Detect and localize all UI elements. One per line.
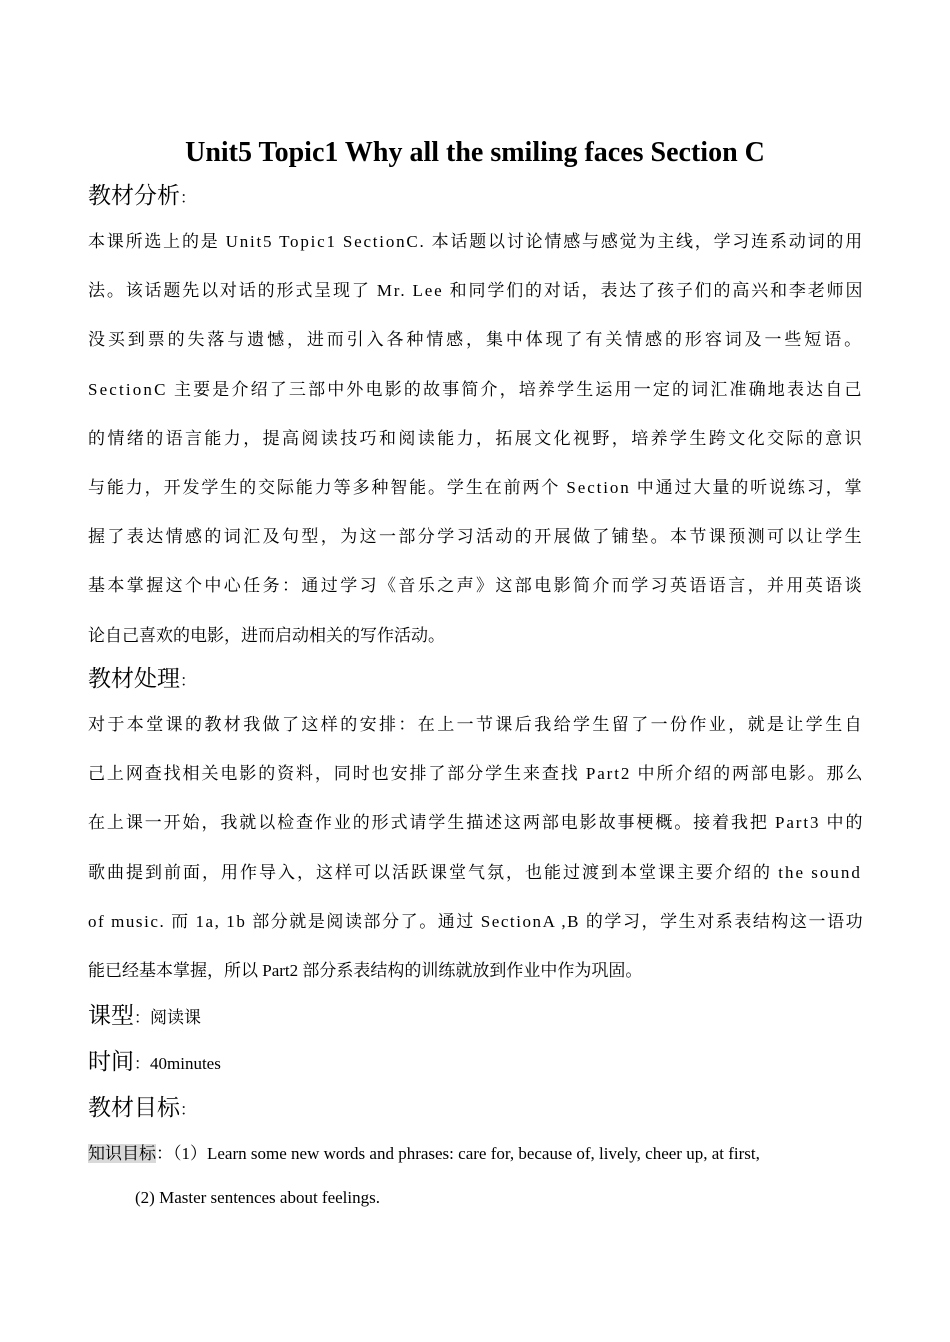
- processing-line: 己上网查找相关电影的资料，同时也安排了部分学生来查找 Part2 中所介绍的两部电影。那么: [88, 764, 864, 784]
- time-heading-text: 时间: [88, 1049, 134, 1075]
- processing-paragraph: [88, 700, 864, 995]
- time-value: 40minutes: [150, 1054, 221, 1073]
- objectives-heading-text: 教材目标: [88, 1095, 180, 1121]
- lesson-type-heading: [88, 1000, 201, 1034]
- time-heading: [88, 1046, 221, 1080]
- analysis-line: 与能力，开发学生的交际能力等多种智能。学生在前两个 Section 中通过大量的听说练习，掌: [88, 478, 864, 498]
- objectives-heading-colon: ：: [180, 1100, 197, 1119]
- analysis-line: 本课所选上的是 Unit5 Topic1 SectionC. 本话题以讨论情感与感觉为主线，学习连系动词的用: [88, 232, 864, 251]
- processing-line: 歌曲提到前面，用作导入，这样可以活跃课堂气氛，也能过渡到本堂课主要介绍的 the sound: [88, 862, 862, 882]
- objectives-heading: [88, 1092, 196, 1126]
- processing-line: of music. 而 1a, 1b 部分就是阅读部分了。通过 SectionA ,B 的学习，学生对系表结构这一语功: [88, 911, 864, 931]
- analysis-line: 握了表达情感的词汇及句型，为这一部分学习活动的开展做了铺垫。本节课预测可以让学生: [88, 527, 864, 547]
- knowledge-objective-item-2: (2) Master sentences about feelings.: [135, 1188, 380, 1207]
- analysis-line: 基本掌握这个中心任务：通过学习《音乐之声》这部电影简介而学习英语语言，并用英语谈: [88, 576, 864, 596]
- analysis-line: 没买到票的失落与遗憾，进而引入各种情感，集中体现了有关情感的形容词及一些短语。: [88, 330, 864, 350]
- processing-line: 能已经基本掌握，所以 Part2 部分系表结构的训练就放到作业中作为巩固。: [88, 961, 643, 981]
- processing-line: 在上课一开始，我就以检查作业的形式请学生描述这两部电影故事梗概。接着我把 Part3 中的: [88, 813, 864, 833]
- processing-heading-text: 教材处理: [88, 666, 180, 692]
- analysis-line: 法。该话题先以对话的形式呈现了 Mr. Lee 和同学们的对话，表达了孩子们的高兴和李老师因: [88, 281, 864, 301]
- processing-heading: [88, 663, 196, 697]
- lesson-type-value: 阅读课: [150, 1008, 202, 1027]
- analysis-paragraph: [88, 217, 864, 660]
- processing-line: 对于本堂课的教材我做了这样的安排：在上一节课后我给学生留了一份作业，就是让学生自: [88, 715, 864, 734]
- analysis-line: 论自己喜欢的电影，进而启动相关的写作活动。: [88, 625, 445, 645]
- processing-heading-colon: ：: [180, 671, 197, 690]
- document-title: Unit5 Topic1 Why all the smiling faces Section C: [185, 137, 765, 168]
- lesson-type-colon: ：: [134, 1008, 151, 1027]
- time-colon: ：: [134, 1054, 151, 1073]
- knowledge-objective-label: 知识目标: [88, 1144, 156, 1163]
- knowledge-objective-line: [88, 1140, 760, 1168]
- knowledge-objective-colon: ：: [156, 1144, 173, 1163]
- analysis-line: SectionC 主要是介绍了三部中外电影的故事简介，培养学生运用一定的词汇准确地表达自己: [88, 379, 864, 399]
- knowledge-objective-item-1: （1）Learn some new words and phrases: care for, because of, lively, cheer up, at first,: [173, 1144, 760, 1163]
- analysis-heading: [88, 180, 196, 214]
- analysis-heading-colon: ：: [180, 188, 197, 207]
- lesson-type-heading-text: 课型: [88, 1003, 134, 1029]
- analysis-line: 的情绪的语言能力，提高阅读技巧和阅读能力，拓展文化视野，培养学生跨文化交际的意识: [88, 428, 864, 448]
- analysis-heading-text: 教材分析: [88, 183, 180, 209]
